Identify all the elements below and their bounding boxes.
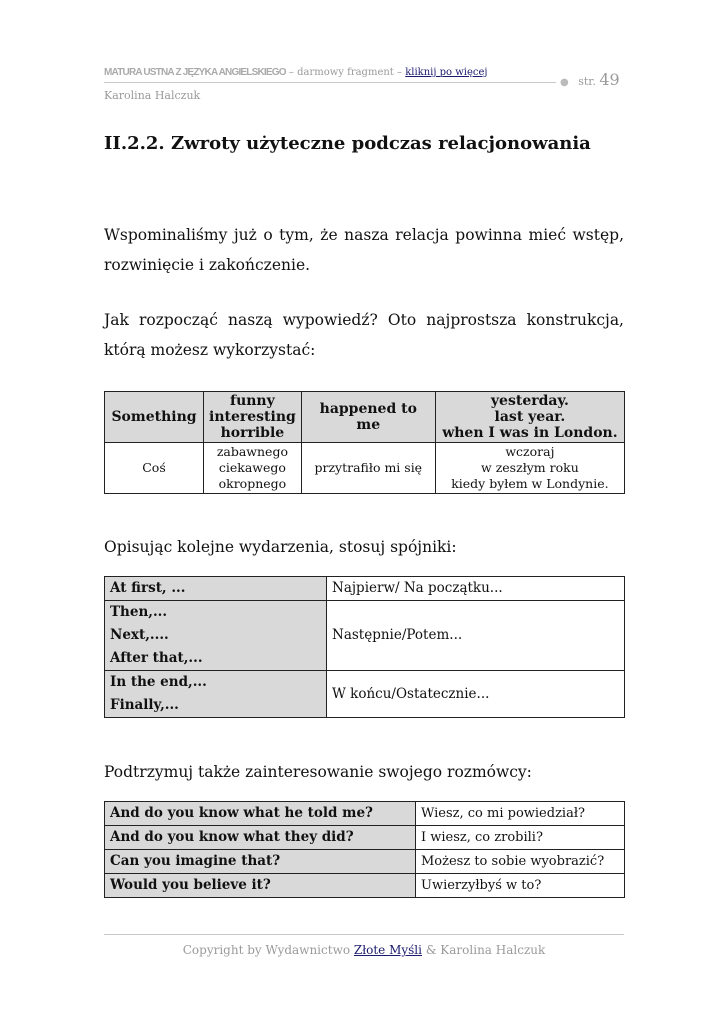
subject-pl: Coś: [105, 443, 204, 494]
time-phrase: w zeszłym roku: [481, 460, 579, 475]
connector-phrase: Next,....: [110, 627, 169, 643]
connector-phrase: After that,...: [110, 650, 203, 666]
time-phrase: kiedy byłem w Londynie.: [451, 476, 609, 491]
subject-en: Something: [105, 392, 204, 443]
bullet-icon: ●: [560, 77, 569, 88]
header-dash: –: [288, 67, 294, 78]
table-row: [105, 874, 625, 898]
page-prefix: str.: [578, 75, 596, 88]
table-row: [105, 443, 625, 494]
connector-en: At first, ...: [105, 577, 327, 601]
construction-paragraph: Jak rozpocząć naszą wypowiedź? Oto najprostsza konstrukcja, którą możesz wykorzystać:: [104, 311, 624, 359]
copyright-suffix: & Karolina Halczuk: [425, 943, 546, 957]
page-footer: [104, 934, 624, 957]
phrase-pl: I wiesz, co zrobili?: [416, 826, 625, 850]
table-row: [105, 802, 625, 826]
time-phrase: when I was in London.: [442, 425, 618, 441]
table-row: [105, 392, 625, 443]
connector-en: [105, 671, 327, 718]
time-phrase: yesterday.: [490, 393, 569, 409]
time-phrase: last year.: [494, 409, 566, 425]
publisher-link[interactable]: Złote Myśli: [353, 943, 422, 957]
free-fragment-label: darmowy fragment: [297, 67, 394, 78]
connectors-paragraph: Opisując kolejne wydarzenia, stosuj spójniki:: [104, 538, 457, 556]
adjective: interesting: [209, 409, 296, 425]
adjective: zabawnego: [216, 444, 288, 459]
time-en: [435, 392, 624, 443]
table-row: [105, 671, 625, 718]
header-title-line: [104, 64, 556, 83]
phrase-en: And do you know what he told me?: [105, 802, 416, 826]
copyright-prefix: Copyright by Wydawnictwo: [182, 943, 351, 957]
book-title: MATURA USTNA Z JĘZYKA ANGIELSKIEGO: [104, 67, 286, 78]
connector-phrase: In the end,...: [110, 674, 207, 690]
phrase-pl: Możesz to sobie wyobrazić?: [416, 850, 625, 874]
phrase-pl: Wiesz, co mi powiedział?: [416, 802, 625, 826]
table-row: [105, 850, 625, 874]
connector-en: [105, 601, 327, 671]
phrase-en: Can you imagine that?: [105, 850, 416, 874]
time-pl: [435, 443, 624, 494]
connectors-table: [104, 576, 625, 718]
adjectives-en: [204, 392, 302, 443]
interest-table: [104, 801, 625, 898]
page-number-value: 49: [599, 70, 620, 89]
time-phrase: wczoraj: [505, 444, 555, 459]
header-dash: –: [397, 67, 403, 78]
table-row: [105, 601, 625, 671]
table-row: [105, 826, 625, 850]
page-header: [104, 64, 624, 102]
adjective: funny: [230, 393, 275, 409]
phrase-en: Would you believe it?: [105, 874, 416, 898]
connector-pl: Następnie/Potem...: [327, 601, 625, 671]
interest-paragraph: Podtrzymuj także zainteresowanie swojego rozmówcy:: [104, 763, 532, 781]
connector-phrase: Then,...: [110, 604, 168, 620]
verb-en: happened to me: [301, 392, 435, 443]
table-row: [105, 577, 625, 601]
adjective: ciekawego: [218, 460, 286, 475]
adjectives-pl: [204, 443, 302, 494]
section-title: II.2.2. Zwroty użyteczne podczas relacjonowania: [104, 133, 591, 154]
connector-pl: W końcu/Ostatecznie...: [327, 671, 625, 718]
phrase-pl: Uwierzyłbyś w to?: [416, 874, 625, 898]
adjective: okropnego: [218, 476, 287, 491]
construction-table: [104, 391, 625, 494]
adjective: horrible: [220, 425, 285, 441]
connector-phrase: Finally,...: [110, 697, 179, 713]
author-name: Karolina Halczuk: [104, 89, 201, 102]
intro-paragraph: Wspominaliśmy już o tym, że nasza relacja powinna mieć wstęp, rozwinięcie i zakończenie.: [104, 226, 624, 274]
phrase-en: And do you know what they did?: [105, 826, 416, 850]
page-number: [560, 70, 620, 89]
verb-pl: przytrafiło mi się: [301, 443, 435, 494]
more-link[interactable]: kliknij po więcej: [405, 67, 488, 78]
connector-pl: Najpierw/ Na początku...: [327, 577, 625, 601]
